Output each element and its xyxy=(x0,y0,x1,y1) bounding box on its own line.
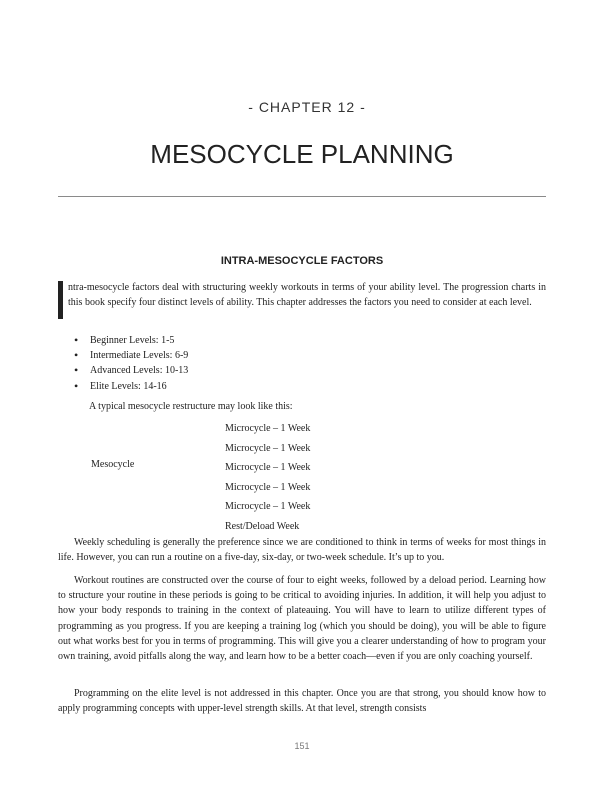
list-item: • Intermediate Levels: 6-9 xyxy=(74,348,188,363)
week-item: Microcycle – 1 Week xyxy=(225,501,311,513)
week-item: Microcycle – 1 Week xyxy=(225,442,311,454)
body-paragraph: Workout routines are constructed over the course of four to eight weeks, followed by a deload period. Learning how to structure your routine in these periods is going to be critical to avoiding injuries. In addition, it will help you adjust to how your body responds to training in the context of plateauing. You will have to learn to utilize different types of programming as you progress. If you are keeping a training log (which you should be doing), you will be able to figure out what works best for you in terms of programming. This will give you a clearer understanding of how to program your own training, avoid pitfalls along the way, and learn how to be a better coach—even if you are only coaching yourself. xyxy=(58,575,546,663)
body-paragraph: Weekly scheduling is generally the preference since we are conditioned to think in terms of weeks for most things in life. However, you can run a routine on a five-day, six-day, or two-week schedule. It’s up to you. xyxy=(58,537,546,564)
week-item: Microcycle – 1 Week xyxy=(225,423,311,434)
week-item: Microcycle – 1 Week xyxy=(225,481,311,493)
mesocycle-intro: A typical mesocycle restructure may look like this: xyxy=(89,401,293,412)
list-item: • Beginner Levels: 1-5 xyxy=(74,333,188,348)
mesocycle-label: Mesocycle xyxy=(91,459,135,470)
chapter-title: MESOCYCLE PLANNING xyxy=(150,139,454,169)
chapter-label: - CHAPTER 12 - xyxy=(248,99,366,115)
level-list xyxy=(74,333,188,394)
week-item: Rest/Deload Week xyxy=(225,520,300,532)
page-number: 151 xyxy=(294,741,310,751)
title-divider xyxy=(58,196,546,197)
body-paragraph: Programming on the elite level is not addressed in this chapter. Once you are that strong, you should know how to apply programming concepts with upper-level strength skills. At that level, strength consists xyxy=(58,688,546,715)
list-item: • Elite Levels: 14-16 xyxy=(74,379,188,394)
week-item: Microcycle – 1 Week xyxy=(225,462,311,474)
intro-paragraph: ntra-mesocycle factors deal with structuring weekly workouts in terms of your ability level. The progression charts in this book specify four distinct levels of ability. This chapter addresses the factors you need to consider at each level. xyxy=(68,282,546,309)
list-item: • Advanced Levels: 10-13 xyxy=(74,363,188,378)
drop-cap xyxy=(58,281,63,319)
section-heading: INTRA-MESOCYCLE FACTORS xyxy=(220,255,384,267)
mesocycle-weeks xyxy=(225,419,310,537)
